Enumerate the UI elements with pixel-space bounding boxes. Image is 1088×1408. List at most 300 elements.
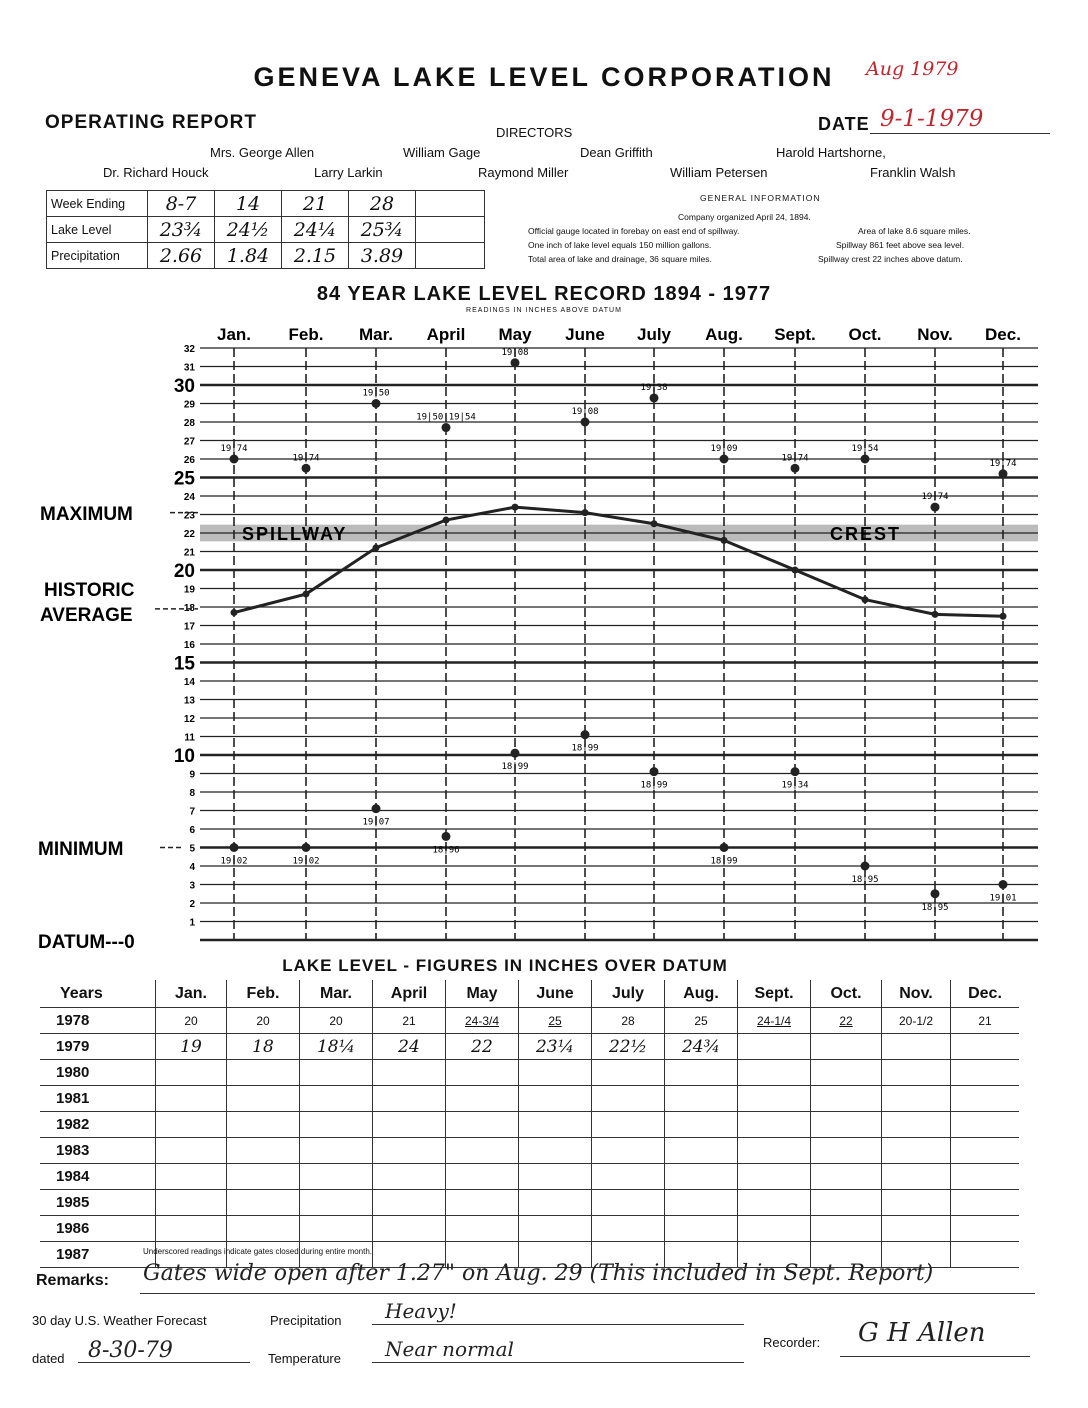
maximum-year-label: 19|08	[571, 407, 599, 417]
level-cell	[300, 1112, 373, 1138]
average-point	[443, 517, 450, 524]
minimum-point	[511, 749, 520, 758]
lake-level-table-title: LAKE LEVEL - FIGURES IN INCHES OVER DATUM	[282, 956, 728, 975]
weekly-table	[46, 190, 485, 269]
empty-cell	[416, 217, 485, 243]
level-cell	[592, 1164, 665, 1190]
month-header: Mar.	[300, 980, 373, 1008]
level-cell	[811, 1138, 882, 1164]
year-cell: 1987	[40, 1242, 156, 1268]
year-cell: 1982	[40, 1112, 156, 1138]
minimum-point	[581, 730, 590, 739]
maximum-point	[511, 358, 520, 367]
director-name: Harold Hartshorne,	[776, 145, 886, 160]
maximum-year-label: 19|09	[710, 444, 738, 454]
maximum-year-label: 19|08	[501, 347, 529, 358]
level-cell	[446, 1164, 519, 1190]
maximum-point	[230, 455, 239, 464]
date-value: 9-1-1979	[880, 106, 984, 132]
table-row	[40, 1008, 1019, 1034]
level-cell	[882, 1216, 951, 1242]
level-cell	[738, 1112, 811, 1138]
temperature-forecast-label: Temperature	[268, 1351, 341, 1366]
chart-subtitle: READINGS IN INCHES ABOVE DATUM	[466, 307, 622, 314]
dated-value: 8-30-79	[88, 1338, 173, 1363]
level-cell	[665, 1112, 738, 1138]
table-row	[40, 1060, 1019, 1086]
minimum-year-label: 19|07	[362, 817, 390, 828]
level-cell	[951, 1216, 1020, 1242]
level-cell	[665, 1086, 738, 1112]
director-name: Larry Larkin	[314, 165, 383, 180]
level-cell	[882, 1190, 951, 1216]
average-point	[932, 611, 939, 618]
general-info-line: Official gauge located in forebay on east end of spillway.	[528, 226, 740, 236]
director-name: Dean Griffith	[580, 145, 653, 160]
maximum-point	[650, 393, 659, 402]
month-header: Feb.	[227, 980, 300, 1008]
y-tick-label: 25	[173, 468, 195, 490]
level-cell: 24¾	[665, 1034, 738, 1060]
table-row	[40, 1086, 1019, 1112]
date-label: DATE	[818, 114, 870, 134]
lake-level-table	[40, 980, 1019, 1268]
y-tick-label: 31	[183, 362, 195, 374]
y-tick-label: 8	[189, 788, 195, 799]
minimum-point	[650, 767, 659, 776]
year-cell: 1986	[40, 1216, 156, 1242]
month-label: Mar.	[358, 325, 394, 344]
level-cell: 23¼	[519, 1034, 592, 1060]
level-cell: 19	[156, 1034, 227, 1060]
level-cell	[373, 1138, 446, 1164]
level-cell	[811, 1086, 882, 1112]
remarks-text: Gates wide open after 1.27" on Aug. 29 (This included in Sept. Report)	[143, 1261, 934, 1286]
level-cell	[227, 1164, 300, 1190]
level-cell	[951, 1060, 1020, 1086]
maximum-point	[931, 503, 940, 512]
corporation-title: GENEVA LAKE LEVEL CORPORATION	[253, 62, 835, 92]
level-cell	[665, 1216, 738, 1242]
maximum-point	[791, 464, 800, 473]
level-cell: 25	[519, 1008, 592, 1034]
level-cell	[951, 1138, 1020, 1164]
temperature-forecast-value: Near normal	[385, 1337, 514, 1361]
remarks-label: Remarks:	[36, 1272, 109, 1289]
level-cell	[156, 1086, 227, 1112]
level-cell	[738, 1216, 811, 1242]
minimum-year-label: 18|95	[921, 902, 949, 913]
directors-label: DIRECTORS	[496, 125, 573, 140]
level-cell	[300, 1164, 373, 1190]
level-cell	[811, 1216, 882, 1242]
level-cell	[738, 1164, 811, 1190]
lake-level-cell: 25¾	[349, 217, 416, 243]
y-tick-label: 23	[183, 510, 195, 522]
minimum-point	[861, 862, 870, 871]
maximum-point	[442, 423, 451, 432]
level-cell	[373, 1190, 446, 1216]
level-cell: 21	[373, 1008, 446, 1034]
level-cell	[882, 1060, 951, 1086]
dated-label: dated	[32, 1351, 65, 1366]
director-name: Franklin Walsh	[870, 165, 956, 180]
level-cell	[882, 1138, 951, 1164]
precipitation-cell: 2.66	[148, 243, 215, 269]
minimum-point	[230, 843, 239, 852]
y-tick-label: 29	[183, 399, 195, 411]
level-cell: 24-1/4	[738, 1008, 811, 1034]
week-ending-label: Week Ending	[47, 191, 148, 217]
level-cell	[227, 1060, 300, 1086]
underscore-note: Underscored readings indicate gates closed during entire month.	[143, 1247, 373, 1256]
maximum-year-label: 19|74	[292, 453, 320, 464]
average-point	[303, 591, 310, 598]
month-label: Aug.	[705, 325, 743, 344]
month-label: April	[426, 325, 466, 344]
y-tick-label: 3	[189, 880, 195, 892]
maximum-year-label: 19|74	[989, 458, 1017, 469]
month-label: Dec.	[985, 325, 1021, 344]
month-label: Jan.	[216, 325, 252, 344]
y-tick-label: 7	[189, 806, 195, 818]
year-cell: 1980	[40, 1060, 156, 1086]
y-tick-label: 22	[183, 529, 195, 540]
y-tick-label: 17	[183, 621, 195, 633]
y-tick-label: 4	[189, 862, 195, 873]
year-cell: 1984	[40, 1164, 156, 1190]
level-cell	[592, 1216, 665, 1242]
y-tick-label: 21	[183, 547, 195, 559]
level-cell	[227, 1112, 300, 1138]
level-cell: 21	[951, 1008, 1020, 1034]
average-point	[651, 520, 658, 527]
minimum-point	[442, 832, 451, 841]
level-cell	[738, 1034, 811, 1060]
level-cell: 22	[446, 1034, 519, 1060]
month-label: Sept.	[774, 325, 816, 344]
y-tick-label: 11	[184, 732, 195, 744]
maximum-point	[999, 469, 1008, 478]
month-label: Nov.	[917, 325, 953, 344]
empty-cell	[416, 243, 485, 269]
y-tick-label: 1	[189, 917, 195, 929]
report-label: OPERATING REPORT	[45, 112, 257, 133]
minimum-point	[372, 804, 381, 813]
level-cell	[738, 1190, 811, 1216]
table-row	[40, 1164, 1019, 1190]
forecast-label: 30 day U.S. Weather Forecast	[32, 1313, 207, 1328]
y-tick-label: 13	[183, 695, 195, 707]
level-cell	[951, 1112, 1020, 1138]
precipitation-cell: 3.89	[349, 243, 416, 269]
month-header: April	[373, 980, 446, 1008]
level-cell	[156, 1190, 227, 1216]
level-cell	[665, 1190, 738, 1216]
month-label: Oct.	[848, 325, 882, 344]
month-header: Jan.	[156, 980, 227, 1008]
y-tick-label: 9	[189, 769, 195, 781]
month-header: June	[519, 980, 592, 1008]
month-header: Aug.	[665, 980, 738, 1008]
level-cell	[951, 1086, 1020, 1112]
director-name: Raymond Miller	[478, 165, 569, 180]
year-cell: 1985	[40, 1190, 156, 1216]
level-cell	[882, 1164, 951, 1190]
level-cell	[738, 1060, 811, 1086]
level-cell	[519, 1164, 592, 1190]
level-cell	[738, 1138, 811, 1164]
years-header: Years	[40, 980, 156, 1008]
month-label: July	[636, 325, 672, 344]
level-cell	[156, 1138, 227, 1164]
y-tick-label: 10	[173, 746, 195, 767]
maximum-year-label: 19|50 19|54	[416, 412, 476, 423]
level-cell	[446, 1060, 519, 1086]
month-label: Feb.	[288, 325, 324, 344]
minimum-year-label: 18|99	[501, 762, 529, 773]
average-point	[231, 609, 238, 616]
level-cell: 20	[300, 1008, 373, 1034]
level-cell	[227, 1138, 300, 1164]
director-name: William Petersen	[670, 165, 768, 180]
level-cell	[519, 1060, 592, 1086]
level-cell	[300, 1060, 373, 1086]
level-cell	[156, 1060, 227, 1086]
minimum-year-label: 18|99	[710, 856, 738, 867]
level-cell	[882, 1112, 951, 1138]
level-cell	[300, 1086, 373, 1112]
director-name: William Gage	[403, 145, 481, 160]
y-tick-label: 6	[189, 825, 195, 836]
director-name: Dr. Richard Houck	[103, 165, 209, 180]
maximum-point	[861, 455, 870, 464]
y-tick-label: 26	[183, 455, 195, 466]
maximum-year-label: 19|54	[851, 444, 879, 454]
y-tick-label: 20	[173, 561, 195, 582]
month-header: May	[446, 980, 519, 1008]
precipitation-cell: 1.84	[215, 243, 282, 269]
average-label: AVERAGE	[40, 605, 133, 626]
minimum-point	[302, 843, 311, 852]
minimum-year-label: 18|99	[640, 780, 668, 791]
minimum-point	[791, 767, 800, 776]
level-cell	[811, 1112, 882, 1138]
level-cell	[156, 1164, 227, 1190]
level-cell: 20-1/2	[882, 1008, 951, 1034]
precipitation-forecast-label: Precipitation	[270, 1313, 342, 1328]
average-point	[862, 596, 869, 603]
y-tick-label: 32	[183, 344, 195, 355]
level-cell	[665, 1164, 738, 1190]
general-info-line: Spillway 861 feet above sea level.	[836, 240, 965, 250]
level-cell: 18	[227, 1034, 300, 1060]
level-cell: 18¼	[300, 1034, 373, 1060]
date-annotation: Aug 1979	[866, 58, 959, 80]
recorder-label: Recorder:	[763, 1335, 821, 1350]
minimum-year-label: 18|95	[851, 875, 879, 885]
general-info-line: Total area of lake and drainage, 36 square miles.	[528, 254, 712, 264]
level-cell	[951, 1242, 1020, 1268]
average-point	[512, 504, 519, 511]
datum-label: DATUM---0	[38, 932, 135, 950]
level-cell	[592, 1138, 665, 1164]
level-cell	[665, 1138, 738, 1164]
level-cell	[446, 1138, 519, 1164]
maximum-label: MAXIMUM	[40, 504, 133, 525]
level-cell	[882, 1086, 951, 1112]
general-info-line: Company organized April 24, 1894.	[678, 212, 811, 222]
table-row	[40, 1190, 1019, 1216]
level-cell	[592, 1190, 665, 1216]
year-cell: 1981	[40, 1086, 156, 1112]
level-cell	[373, 1086, 446, 1112]
level-cell	[227, 1190, 300, 1216]
level-cell	[156, 1216, 227, 1242]
spillway-label: SPILLWAY	[242, 524, 348, 544]
level-cell: 25	[665, 1008, 738, 1034]
month-header: Oct.	[811, 980, 882, 1008]
general-info-line: Spillway crest 22 inches above datum.	[818, 254, 963, 264]
y-tick-label: 24	[183, 492, 195, 503]
level-cell	[446, 1112, 519, 1138]
table-row	[40, 1138, 1019, 1164]
table-row	[40, 1112, 1019, 1138]
month-header: Sept.	[738, 980, 811, 1008]
y-tick-label: 15	[173, 653, 195, 675]
level-cell	[300, 1190, 373, 1216]
level-cell	[300, 1138, 373, 1164]
level-cell	[592, 1086, 665, 1112]
average-point	[582, 509, 589, 516]
level-cell	[227, 1216, 300, 1242]
table-row	[40, 1034, 1019, 1060]
level-cell	[446, 1216, 519, 1242]
level-cell: 22	[811, 1008, 882, 1034]
general-info-title: GENERAL INFORMATION	[700, 193, 821, 203]
minimum-point	[720, 843, 729, 852]
maximum-point	[581, 418, 590, 427]
month-label: June	[565, 325, 605, 344]
average-point	[792, 567, 799, 574]
maximum-year-label: 19|74	[921, 492, 949, 503]
level-cell	[811, 1060, 882, 1086]
level-cell	[811, 1034, 882, 1060]
minimum-label: MINIMUM	[38, 839, 124, 860]
level-cell	[156, 1112, 227, 1138]
maximum-year-label: 19|74	[220, 444, 248, 454]
level-cell	[665, 1060, 738, 1086]
level-cell: 22½	[592, 1034, 665, 1060]
minimum-point	[931, 889, 940, 898]
lake-level-label: Lake Level	[47, 217, 148, 243]
maximum-point	[372, 399, 381, 408]
y-tick-label: 18	[183, 603, 195, 614]
crest-label: CREST	[830, 524, 902, 544]
level-cell: 24	[373, 1034, 446, 1060]
historic-label: HISTORIC	[44, 580, 135, 601]
maximum-year-label: 19|50	[362, 388, 390, 399]
level-cell	[519, 1190, 592, 1216]
level-cell	[446, 1190, 519, 1216]
empty-cell	[416, 191, 485, 217]
level-cell	[519, 1216, 592, 1242]
minimum-year-label: 18|96	[432, 845, 460, 856]
lake-level-chart	[0, 320, 1088, 950]
level-cell: 24-3/4	[446, 1008, 519, 1034]
minimum-year-label: 19|01	[989, 893, 1017, 904]
y-tick-label: 27	[183, 436, 195, 448]
y-tick-label: 14	[183, 677, 195, 688]
average-point	[721, 537, 728, 544]
y-tick-label: 12	[183, 714, 195, 725]
lake-level-cell: 24½	[215, 217, 282, 243]
level-cell	[373, 1112, 446, 1138]
y-tick-label: 19	[183, 584, 195, 596]
chart-title: 84 YEAR LAKE LEVEL RECORD 1894 - 1977	[316, 283, 772, 305]
level-cell	[811, 1164, 882, 1190]
level-cell	[592, 1112, 665, 1138]
average-point	[1000, 613, 1007, 620]
minimum-point	[999, 880, 1008, 889]
level-cell	[811, 1190, 882, 1216]
level-cell	[519, 1138, 592, 1164]
level-cell	[373, 1164, 446, 1190]
level-cell	[738, 1086, 811, 1112]
level-cell	[300, 1216, 373, 1242]
maximum-point	[720, 455, 729, 464]
y-tick-label: 2	[189, 899, 195, 910]
general-info-line: Area of lake 8.6 square miles.	[858, 226, 971, 236]
general-info-line: One inch of lake level equals 150 million gallons.	[528, 240, 712, 250]
week-ending-cell: 28	[349, 191, 416, 217]
year-cell: 1978	[40, 1008, 156, 1034]
level-cell	[373, 1060, 446, 1086]
level-cell	[519, 1086, 592, 1112]
y-tick-label: 30	[173, 376, 195, 397]
maximum-year-label: 19|74	[781, 453, 809, 464]
lake-level-cell: 23¾	[148, 217, 215, 243]
level-cell	[373, 1216, 446, 1242]
minimum-year-label: 19|02	[292, 856, 320, 867]
level-cell	[446, 1086, 519, 1112]
y-tick-label: 5	[189, 843, 195, 855]
minimum-year-label: 19|34	[781, 780, 809, 791]
precipitation-label: Precipitation	[47, 243, 148, 269]
level-cell	[227, 1086, 300, 1112]
table-row	[40, 1216, 1019, 1242]
y-tick-label: 28	[183, 418, 195, 429]
director-name: Mrs. George Allen	[210, 145, 315, 160]
minimum-year-label: 18|99	[571, 743, 599, 754]
month-header: July	[592, 980, 665, 1008]
level-cell: 20	[227, 1008, 300, 1034]
recorder-signature: G H Allen	[858, 1318, 986, 1348]
level-cell	[951, 1190, 1020, 1216]
level-cell: 28	[592, 1008, 665, 1034]
level-cell: 20	[156, 1008, 227, 1034]
level-cell	[951, 1034, 1020, 1060]
y-tick-label: 16	[183, 640, 195, 651]
month-label: May	[498, 325, 532, 344]
minimum-year-label: 19|02	[220, 856, 248, 867]
maximum-point	[302, 464, 311, 473]
year-cell: 1983	[40, 1138, 156, 1164]
maximum-year-label: 19|38	[640, 382, 668, 393]
precipitation-cell: 2.15	[282, 243, 349, 269]
level-cell	[519, 1112, 592, 1138]
month-header: Dec.	[951, 980, 1020, 1008]
